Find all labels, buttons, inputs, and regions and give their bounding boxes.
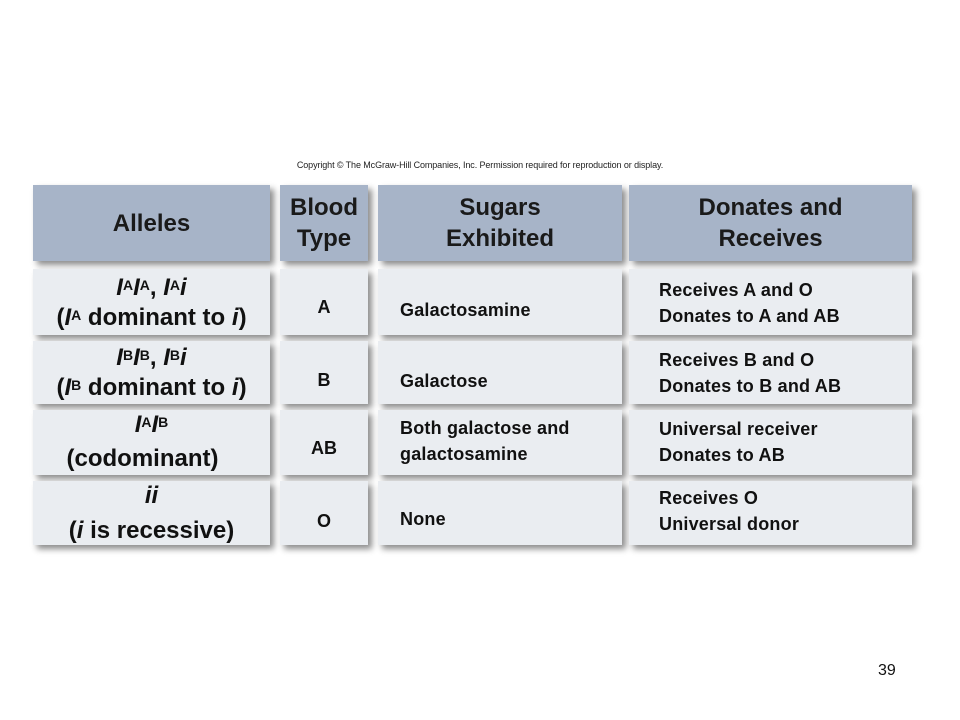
page-number: 39 <box>878 662 896 679</box>
row-b-blood-type: B <box>280 341 368 404</box>
row-ab-dominance: (codominant) <box>66 445 219 472</box>
header-alleles-label: Alleles <box>112 209 191 237</box>
row-ab-genotype: $I^AI^B$ <box>134 411 169 438</box>
row-a-blood-type: A <box>280 269 368 335</box>
row-a-alleles <box>33 269 270 335</box>
row-a-genotypes: $I^AI^A$, $I^Ai$ <box>116 274 187 301</box>
header-donates <box>629 185 912 261</box>
row-b-sugar: Galactose <box>378 341 622 404</box>
row-o-alleles <box>33 481 270 545</box>
header-sugars <box>378 185 622 261</box>
copyright-notice: Copyright © The McGraw-Hill Companies, Inc. Permission required for reproduction or display. <box>296 160 664 170</box>
row-a-dominance: ($I^A$ dominant to i) <box>56 304 247 331</box>
row-o-donates: Receives O Universal donor <box>629 481 912 545</box>
row-b-alleles <box>33 341 270 404</box>
row-o-dominance: (i is recessive) <box>68 517 235 544</box>
header-alleles <box>33 185 270 261</box>
header-blood-type-line1: Blood <box>290 194 358 221</box>
row-ab-donates: Universal receiver Donates to AB <box>629 410 912 475</box>
row-ab-sugar: Both galactose and galactosamine <box>378 410 622 475</box>
row-ab-blood-type: AB <box>280 410 368 475</box>
row-b-dominance: ($I^B$ dominant to i) <box>56 374 247 401</box>
header-sugars-line1: Sugars <box>459 194 541 221</box>
header-blood-type <box>280 185 368 261</box>
row-o-sugar: None <box>378 481 622 545</box>
row-a-donates: Receives A and O Donates to A and AB <box>629 269 912 335</box>
row-o-genotype: ii <box>144 482 159 509</box>
row-a-sugar: Galactosamine <box>378 269 622 335</box>
row-b-genotypes: $I^BI^B$, $I^Bi$ <box>116 344 187 371</box>
header-donates-line1: Donates and <box>698 194 843 221</box>
header-sugars-line2: Exhibited <box>445 225 554 252</box>
header-donates-line2: Receives <box>718 225 823 252</box>
row-ab-alleles <box>33 410 270 475</box>
header-blood-type-line2: Type <box>296 225 352 252</box>
row-b-donates: Receives B and O Donates to B and AB <box>629 341 912 404</box>
row-o-blood-type: O <box>280 481 368 545</box>
